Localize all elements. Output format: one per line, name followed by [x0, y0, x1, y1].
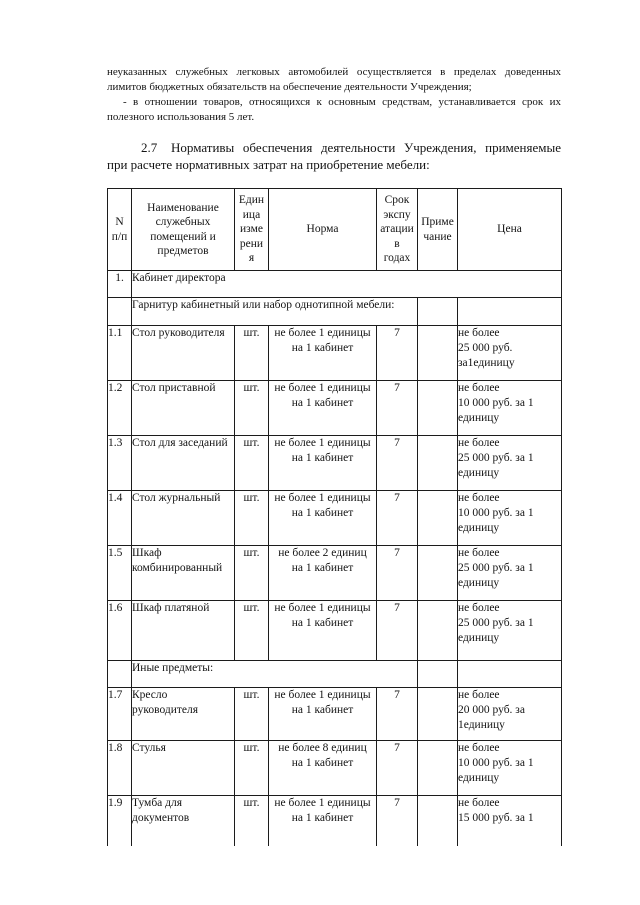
service-life-cell: 7 [377, 381, 418, 436]
price-cell: не более 10 000 руб. за 1 единицу [458, 491, 562, 546]
item-name-cell: Шкаф платяной [132, 601, 235, 661]
section-row [108, 271, 562, 298]
item-name-cell: Стол журнальный [132, 491, 235, 546]
row-number-cell: 1.2 [108, 381, 132, 436]
group-label-cell: Иные предметы: [132, 661, 418, 688]
item-name-cell: Шкаф комбинированный [132, 546, 235, 601]
table-row [108, 491, 562, 546]
norm-cell: не более 1 единицы на 1 кабинет [269, 601, 377, 661]
table-row [108, 601, 562, 661]
furniture-norms-table [107, 188, 562, 846]
intro-line: полезного использования 5 лет. [107, 111, 255, 123]
norm-cell: не более 1 единицы на 1 кабинет [269, 326, 377, 381]
note-cell [418, 796, 458, 846]
service-life-cell: 7 [377, 601, 418, 661]
section-title-cell: Кабинет директора [132, 271, 562, 298]
table-row [108, 436, 562, 491]
norm-cell: не более 1 единицы на 1 кабинет [269, 491, 377, 546]
unit-cell: шт. [235, 796, 269, 846]
row-number-cell: 1.1 [108, 326, 132, 381]
service-life-cell: 7 [377, 688, 418, 741]
group-label-cell: Гарнитур кабинетный или набор однотипной мебели: [132, 298, 418, 326]
unit-cell: шт. [235, 601, 269, 661]
price-cell: не более 20 000 руб. за 1единицу [458, 688, 562, 741]
table-row [108, 326, 562, 381]
row-number-cell: 1.6 [108, 601, 132, 661]
item-name-cell: Тумба для документов [132, 796, 235, 846]
table-row [108, 796, 562, 846]
unit-cell: шт. [235, 436, 269, 491]
row-number-cell: 1.7 [108, 688, 132, 741]
section-number: 2.7 [141, 140, 158, 155]
price-cell: не более 25 000 руб. за 1 единицу [458, 546, 562, 601]
row-number-cell: 1.8 [108, 741, 132, 796]
header-service-life: Срок экспу атации в годах [377, 189, 418, 271]
note-cell [418, 491, 458, 546]
norm-cell: не более 1 единицы на 1 кабинет [269, 436, 377, 491]
unit-cell: шт. [235, 381, 269, 436]
norm-cell: не более 1 единицы на 1 кабинет [269, 796, 377, 846]
header-number: N п/п [108, 189, 132, 271]
row-number-cell: 1.5 [108, 546, 132, 601]
item-name-cell: Стулья [132, 741, 235, 796]
group-row [108, 661, 562, 688]
service-life-cell: 7 [377, 796, 418, 846]
row-number-cell [108, 298, 132, 326]
row-number-cell: 1.4 [108, 491, 132, 546]
price-cell: не более 15 000 руб. за 1 [458, 796, 562, 846]
item-name-cell: Стол для заседаний [132, 436, 235, 491]
row-number-cell: 1.3 [108, 436, 132, 491]
header-unit: Един ица изме рени я [235, 189, 269, 271]
table-row [108, 741, 562, 796]
price-cell: не более 10 000 руб. за 1 единицу [458, 381, 562, 436]
row-number-cell: 1.9 [108, 796, 132, 846]
price-cell: не более 25 000 руб. за 1 единицу [458, 436, 562, 491]
unit-cell: шт. [235, 326, 269, 381]
section-title-line: Нормативы обеспечения деятельности Учреждения, применяемые [171, 140, 561, 155]
service-life-cell: 7 [377, 546, 418, 601]
price-cell: не более 25 000 руб. за 1 единицу [458, 601, 562, 661]
service-life-cell: 7 [377, 326, 418, 381]
row-number-cell: 1. [108, 271, 132, 298]
unit-cell: шт. [235, 741, 269, 796]
price-cell [458, 661, 562, 688]
header-norm: Норма [269, 189, 377, 271]
table-body [108, 271, 562, 846]
norm-cell: не более 2 единиц на 1 кабинет [269, 546, 377, 601]
service-life-cell: 7 [377, 491, 418, 546]
table-row [108, 688, 562, 741]
price-cell [458, 298, 562, 326]
service-life-cell: 7 [377, 436, 418, 491]
norm-cell: не более 8 единиц на 1 кабинет [269, 741, 377, 796]
norm-cell: не более 1 единицы на 1 кабинет [269, 381, 377, 436]
note-cell [418, 601, 458, 661]
note-cell [418, 688, 458, 741]
note-cell [418, 326, 458, 381]
note-cell [418, 298, 458, 326]
table-row [108, 546, 562, 601]
section-title-line: при расчете нормативных затрат на приобретение мебели: [107, 157, 430, 172]
unit-cell: шт. [235, 688, 269, 741]
note-cell [418, 661, 458, 688]
header-name: Наименование служебных помещений и предметов [132, 189, 235, 271]
price-cell: не более 10 000 руб. за 1 единицу [458, 741, 562, 796]
item-name-cell: Кресло руководителя [132, 688, 235, 741]
item-name-cell: Стол приставной [132, 381, 235, 436]
group-row [108, 298, 562, 326]
row-number-cell [108, 661, 132, 688]
table-row [108, 381, 562, 436]
service-life-cell: 7 [377, 741, 418, 796]
note-cell [418, 436, 458, 491]
unit-cell: шт. [235, 491, 269, 546]
intro-line: лимитов бюджетных обязательств на обеспечение деятельности Учреждения; [107, 81, 472, 93]
note-cell [418, 546, 458, 601]
norm-cell: не более 1 единицы на 1 кабинет [269, 688, 377, 741]
header-price: Цена [458, 189, 562, 271]
intro-line: неуказанных служебных легковых автомобилей осуществляется в пределах доведенных [107, 66, 561, 78]
note-cell [418, 741, 458, 796]
price-cell: не более 25 000 руб. за1единицу [458, 326, 562, 381]
note-cell [418, 381, 458, 436]
item-name-cell: Стол руководителя [132, 326, 235, 381]
table-header [108, 189, 562, 271]
intro-line: - в отношении товаров, относящихся к основным средствам, устанавливается срок их [123, 96, 561, 108]
header-note: Приме чание [418, 189, 458, 271]
unit-cell: шт. [235, 546, 269, 601]
table-header-row [108, 189, 562, 271]
